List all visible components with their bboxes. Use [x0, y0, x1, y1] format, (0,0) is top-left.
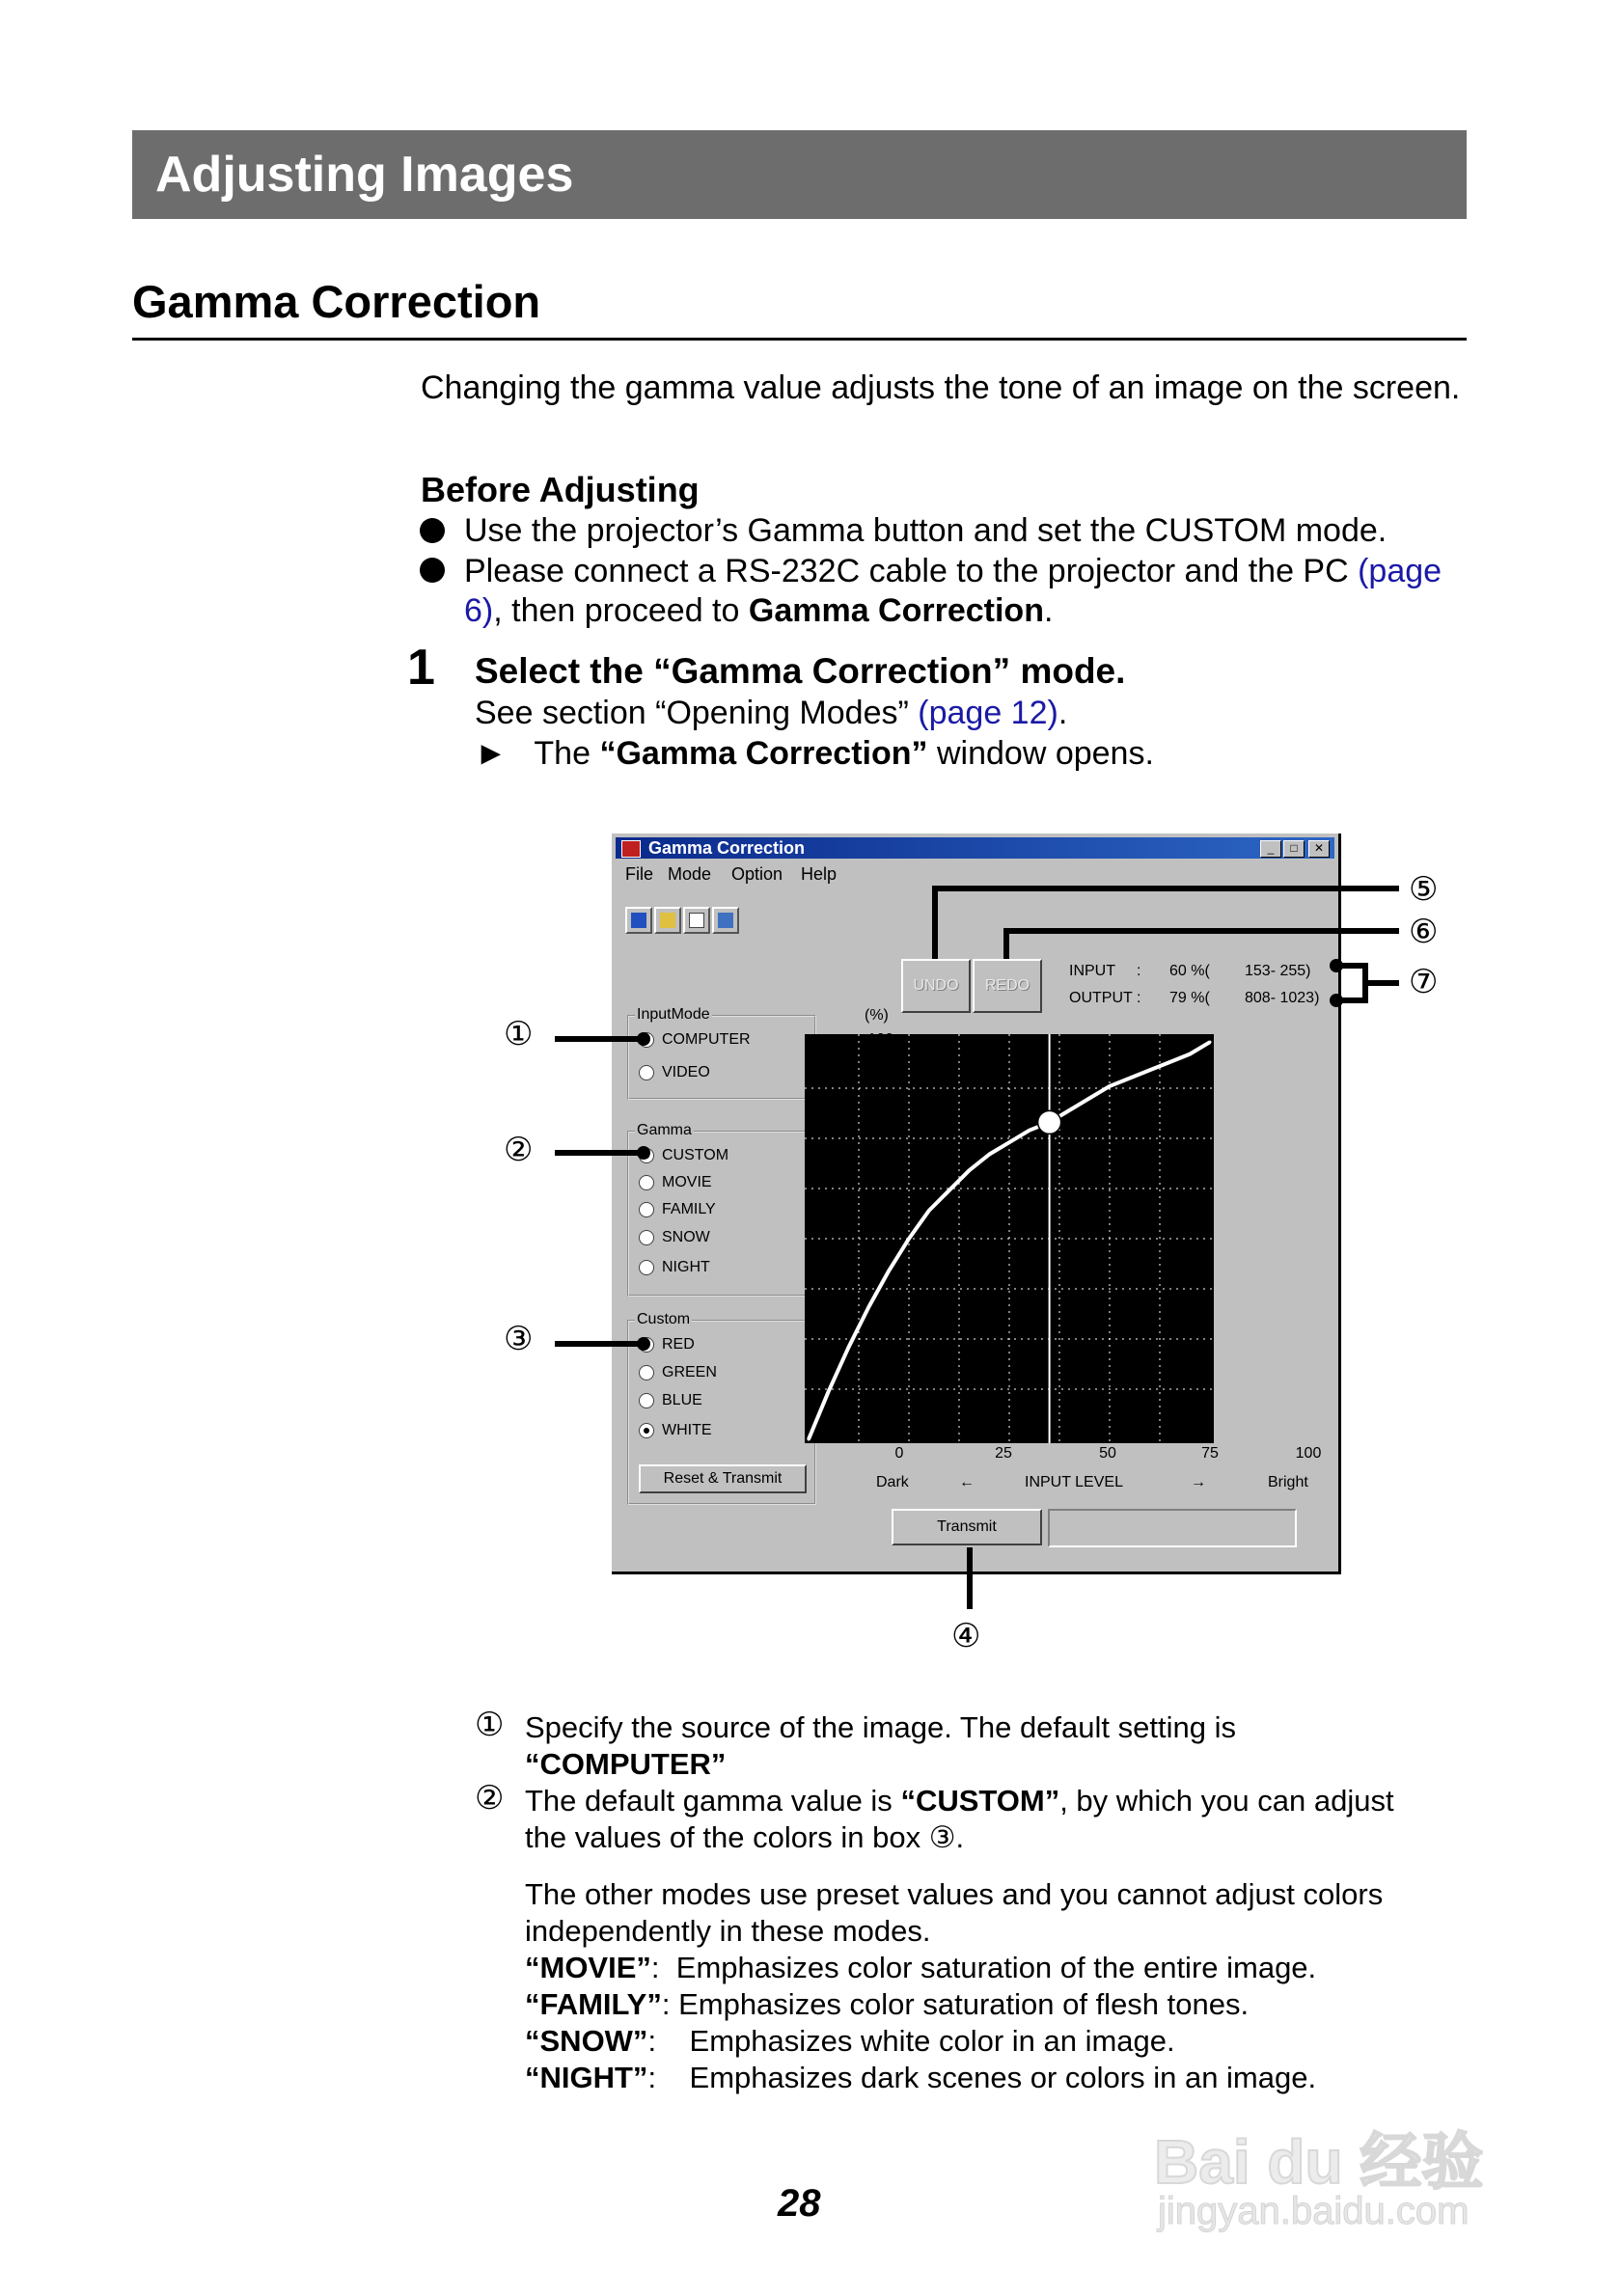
result-text: The [534, 735, 591, 772]
save-icon[interactable] [712, 907, 739, 934]
note-text: Specify the source of the image. The default setting is [525, 1710, 1236, 1744]
curve-point [908, 1238, 911, 1241]
before-bullet-2 [464, 552, 1442, 590]
callout-line [932, 886, 938, 959]
note-1-number: ① [475, 1707, 505, 1743]
radio-white[interactable] [639, 1421, 712, 1440]
callout-line [555, 1341, 644, 1347]
period: . [1058, 695, 1068, 731]
window-title: Gamma Correction [648, 838, 806, 858]
note-bold: “COMPUTER” [525, 1747, 727, 1781]
x-tick-label: 50 [1099, 1445, 1116, 1462]
curve-point [808, 1438, 810, 1441]
period: . [1043, 592, 1054, 629]
curve-point [1148, 1069, 1151, 1072]
radio-icon [639, 1365, 654, 1380]
callout-line [1003, 928, 1009, 959]
x-tick-label: 25 [995, 1445, 1012, 1462]
callout-line [1003, 928, 1399, 934]
curve-point [1209, 1041, 1212, 1044]
bullet-icon [420, 518, 445, 543]
menu-help[interactable]: Help [801, 864, 838, 884]
separator: : [650, 1951, 660, 1984]
mode-row [525, 1986, 1383, 2023]
radio-icon [639, 1202, 654, 1217]
input-mode-group [627, 1006, 816, 1100]
output-range: 808- 1023) [1245, 990, 1320, 1006]
arrow-icon: ► [475, 735, 508, 772]
radio-icon [639, 1260, 654, 1275]
curve-point [1088, 1097, 1091, 1100]
x-axis-right-label: Bright [1268, 1474, 1308, 1490]
radio-label: BLUE [662, 1392, 702, 1408]
right-arrow-icon: → [1191, 1474, 1206, 1490]
note-text: , by which you can adjust [1059, 1784, 1394, 1818]
radio-icon [639, 1393, 654, 1408]
note-2-number: ② [475, 1780, 505, 1817]
radio-green[interactable] [639, 1363, 717, 1382]
group-legend: InputMode [637, 1006, 710, 1023]
note-text: the values of the colors in box ③. [525, 1820, 965, 1854]
maximize-button[interactable]: □ [1283, 840, 1305, 858]
input-label: INPUT [1069, 963, 1115, 979]
note-1 [525, 1709, 1236, 1783]
curve-point [867, 1305, 870, 1308]
curve-point [1168, 1060, 1171, 1063]
step-title: Select the “Gamma Correction” mode. [475, 651, 1126, 691]
mode-name: “NIGHT” [525, 2061, 648, 2094]
input-percent: 60 %( [1169, 963, 1210, 979]
mode-row [525, 2060, 1383, 2096]
callout-3: ③ [504, 1321, 534, 1357]
callout-line [555, 1036, 644, 1042]
mode-desc: Emphasizes white color in an image. [689, 2024, 1175, 2058]
x-tick-label: 0 [894, 1445, 904, 1462]
curve-point [948, 1189, 950, 1192]
open-icon[interactable] [625, 907, 652, 934]
note-2 [525, 1783, 1394, 1856]
curve-point [1068, 1108, 1071, 1111]
left-arrow-icon: ← [959, 1474, 975, 1490]
curve-point [1028, 1129, 1030, 1132]
radio-label: MOVIE [662, 1174, 712, 1190]
x-axis-left-label: Dark [876, 1474, 909, 1490]
gamma-correction-ref: Gamma Correction [748, 592, 1044, 629]
minimize-button[interactable]: _ [1260, 840, 1281, 858]
callout-line [555, 1150, 644, 1156]
note-text: The default gamma value is [525, 1784, 893, 1818]
before-bullet-2-cont [464, 591, 1053, 630]
radio-custom[interactable] [639, 1146, 728, 1165]
intro-text: Changing the gamma value adjusts the tone of an image on the screen. [421, 369, 1461, 406]
redo-button[interactable]: REDO [973, 959, 1042, 1013]
mode-row [525, 1950, 1383, 1986]
callout-line [967, 1547, 973, 1609]
curve-point [827, 1390, 830, 1393]
gamma-group [627, 1122, 816, 1297]
step-result [475, 734, 1154, 773]
status-field [1048, 1509, 1297, 1547]
output-percent: 79 %( [1169, 990, 1210, 1006]
radio-label: RED [662, 1336, 695, 1353]
chapter-banner: Adjusting Images [132, 130, 1467, 219]
step-see [475, 694, 1067, 732]
transmit-button[interactable]: Transmit [892, 1509, 1042, 1545]
x-axis-title: INPUT LEVEL [1025, 1474, 1123, 1490]
radio-label: WHITE [662, 1422, 712, 1438]
mode-desc: Emphasizes dark scenes or colors in an image. [689, 2061, 1317, 2094]
window-name: “Gamma Correction” [599, 735, 928, 772]
output-label: OUTPUT [1069, 990, 1133, 1006]
mode-name: “SNOW” [525, 2024, 648, 2058]
page-link[interactable]: (page 12) [918, 695, 1058, 731]
edit-icon[interactable] [683, 907, 710, 934]
gamma-plot-area[interactable] [805, 1034, 1214, 1443]
note-text: The other modes use preset values and you cannot adjust colors [525, 1877, 1384, 1911]
callout-dot [637, 1146, 650, 1160]
note-text: independently in these modes. [525, 1914, 931, 1948]
title-bar[interactable] [616, 837, 1334, 859]
callout-5: ⑤ [1409, 871, 1439, 908]
folder-icon[interactable] [654, 907, 681, 934]
mode-desc: Emphasizes color saturation of flesh tones. [678, 1987, 1250, 2021]
undo-button[interactable]: UNDO [901, 959, 971, 1013]
radio-label: GREEN [662, 1364, 717, 1380]
curve-point [1128, 1077, 1131, 1080]
callout-dot [637, 1032, 650, 1046]
menu-option[interactable]: Option [731, 864, 783, 884]
radio-label: VIDEO [662, 1064, 710, 1080]
callout-6: ⑥ [1409, 914, 1439, 950]
bullet2-text: , then proceed to [493, 592, 740, 629]
radio-icon [639, 1230, 654, 1245]
curve-point [1008, 1141, 1011, 1144]
step-number: 1 [407, 640, 435, 696]
separator: : [647, 2024, 657, 2058]
other-modes [525, 1876, 1383, 2096]
bullet2-text: Please connect a RS-232C cable to the projector and the PC [464, 553, 1349, 589]
radio-label: COMPUTER [662, 1031, 751, 1048]
before-bullet-1: Use the projector’s Gamma button and set the CUSTOM mode. [464, 512, 1387, 549]
radio-label: CUSTOM [662, 1147, 729, 1163]
group-legend: Custom [637, 1311, 691, 1327]
hand-cursor-icon[interactable] [1038, 1110, 1061, 1134]
colon: : [1137, 990, 1141, 1006]
separator: : [661, 1987, 671, 2021]
section-title: Gamma Correction [132, 276, 541, 327]
gamma-curve-chart [805, 1034, 1214, 1443]
radio-computer[interactable] [639, 1030, 751, 1050]
radio-label: FAMILY [662, 1201, 716, 1217]
mode-name: “MOVIE” [525, 1951, 651, 1984]
menu-mode[interactable]: Mode [668, 864, 712, 884]
radio-icon [639, 1065, 654, 1080]
page-number: 28 [778, 2182, 821, 2225]
radio-video[interactable] [639, 1063, 710, 1082]
radio-snow[interactable] [639, 1228, 710, 1247]
colon: : [1137, 963, 1141, 979]
x-tick-label: 75 [1201, 1445, 1219, 1462]
baidu-watermark-url: jingyan.baidu.com [1158, 2190, 1470, 2232]
y-axis-unit: (%) [865, 1007, 889, 1024]
radio-icon [639, 1423, 654, 1438]
curve-point [927, 1209, 930, 1212]
curve-point [888, 1270, 891, 1272]
see-text: See section “Opening Modes” [475, 695, 909, 731]
input-range: 153- 255) [1245, 963, 1311, 979]
separator: : [647, 2061, 657, 2094]
radio-label: SNOW [662, 1229, 710, 1245]
radio-family[interactable] [639, 1200, 716, 1219]
curve-point [1189, 1052, 1192, 1055]
mode-desc: Emphasizes color saturation of the entire image. [675, 1951, 1317, 1984]
curve-point [968, 1169, 971, 1172]
callout-dot [637, 1337, 650, 1351]
curve-point [1109, 1084, 1112, 1087]
callout-line [1362, 980, 1399, 986]
radio-blue[interactable] [639, 1391, 702, 1410]
note-bold: “CUSTOM” [900, 1784, 1060, 1818]
custom-group [627, 1311, 816, 1505]
baidu-watermark: Bai du 经验 [1154, 2127, 1484, 2197]
curve-point [988, 1153, 991, 1156]
gamma-correction-window [612, 834, 1341, 1574]
radio-night[interactable] [639, 1258, 710, 1277]
page-link[interactable]: 6) [464, 592, 494, 629]
radio-label: NIGHT [662, 1259, 710, 1275]
callout-line [932, 886, 1399, 891]
menu-file[interactable]: File [625, 864, 654, 884]
reset-transmit-button[interactable]: Reset & Transmit [639, 1464, 807, 1493]
callout-1: ① [504, 1016, 534, 1052]
bullet-icon [420, 558, 445, 583]
group-legend: Gamma [637, 1122, 692, 1138]
mode-name: “FAMILY” [525, 1987, 662, 2021]
radio-icon [639, 1175, 654, 1190]
result-text: window opens. [936, 735, 1154, 772]
callout-7: ⑦ [1409, 964, 1439, 1000]
mode-row [525, 2023, 1383, 2060]
radio-movie[interactable] [639, 1173, 712, 1192]
callout-2: ② [504, 1132, 534, 1168]
close-button[interactable]: ✕ [1308, 840, 1330, 858]
before-adjusting-heading: Before Adjusting [421, 470, 700, 509]
x-tick-label: 100 [1295, 1445, 1322, 1462]
curve-point [847, 1346, 850, 1349]
callout-4: ④ [951, 1618, 981, 1654]
section-rule [132, 338, 1467, 341]
app-icon [621, 840, 641, 858]
page-link[interactable]: (page [1358, 553, 1442, 589]
